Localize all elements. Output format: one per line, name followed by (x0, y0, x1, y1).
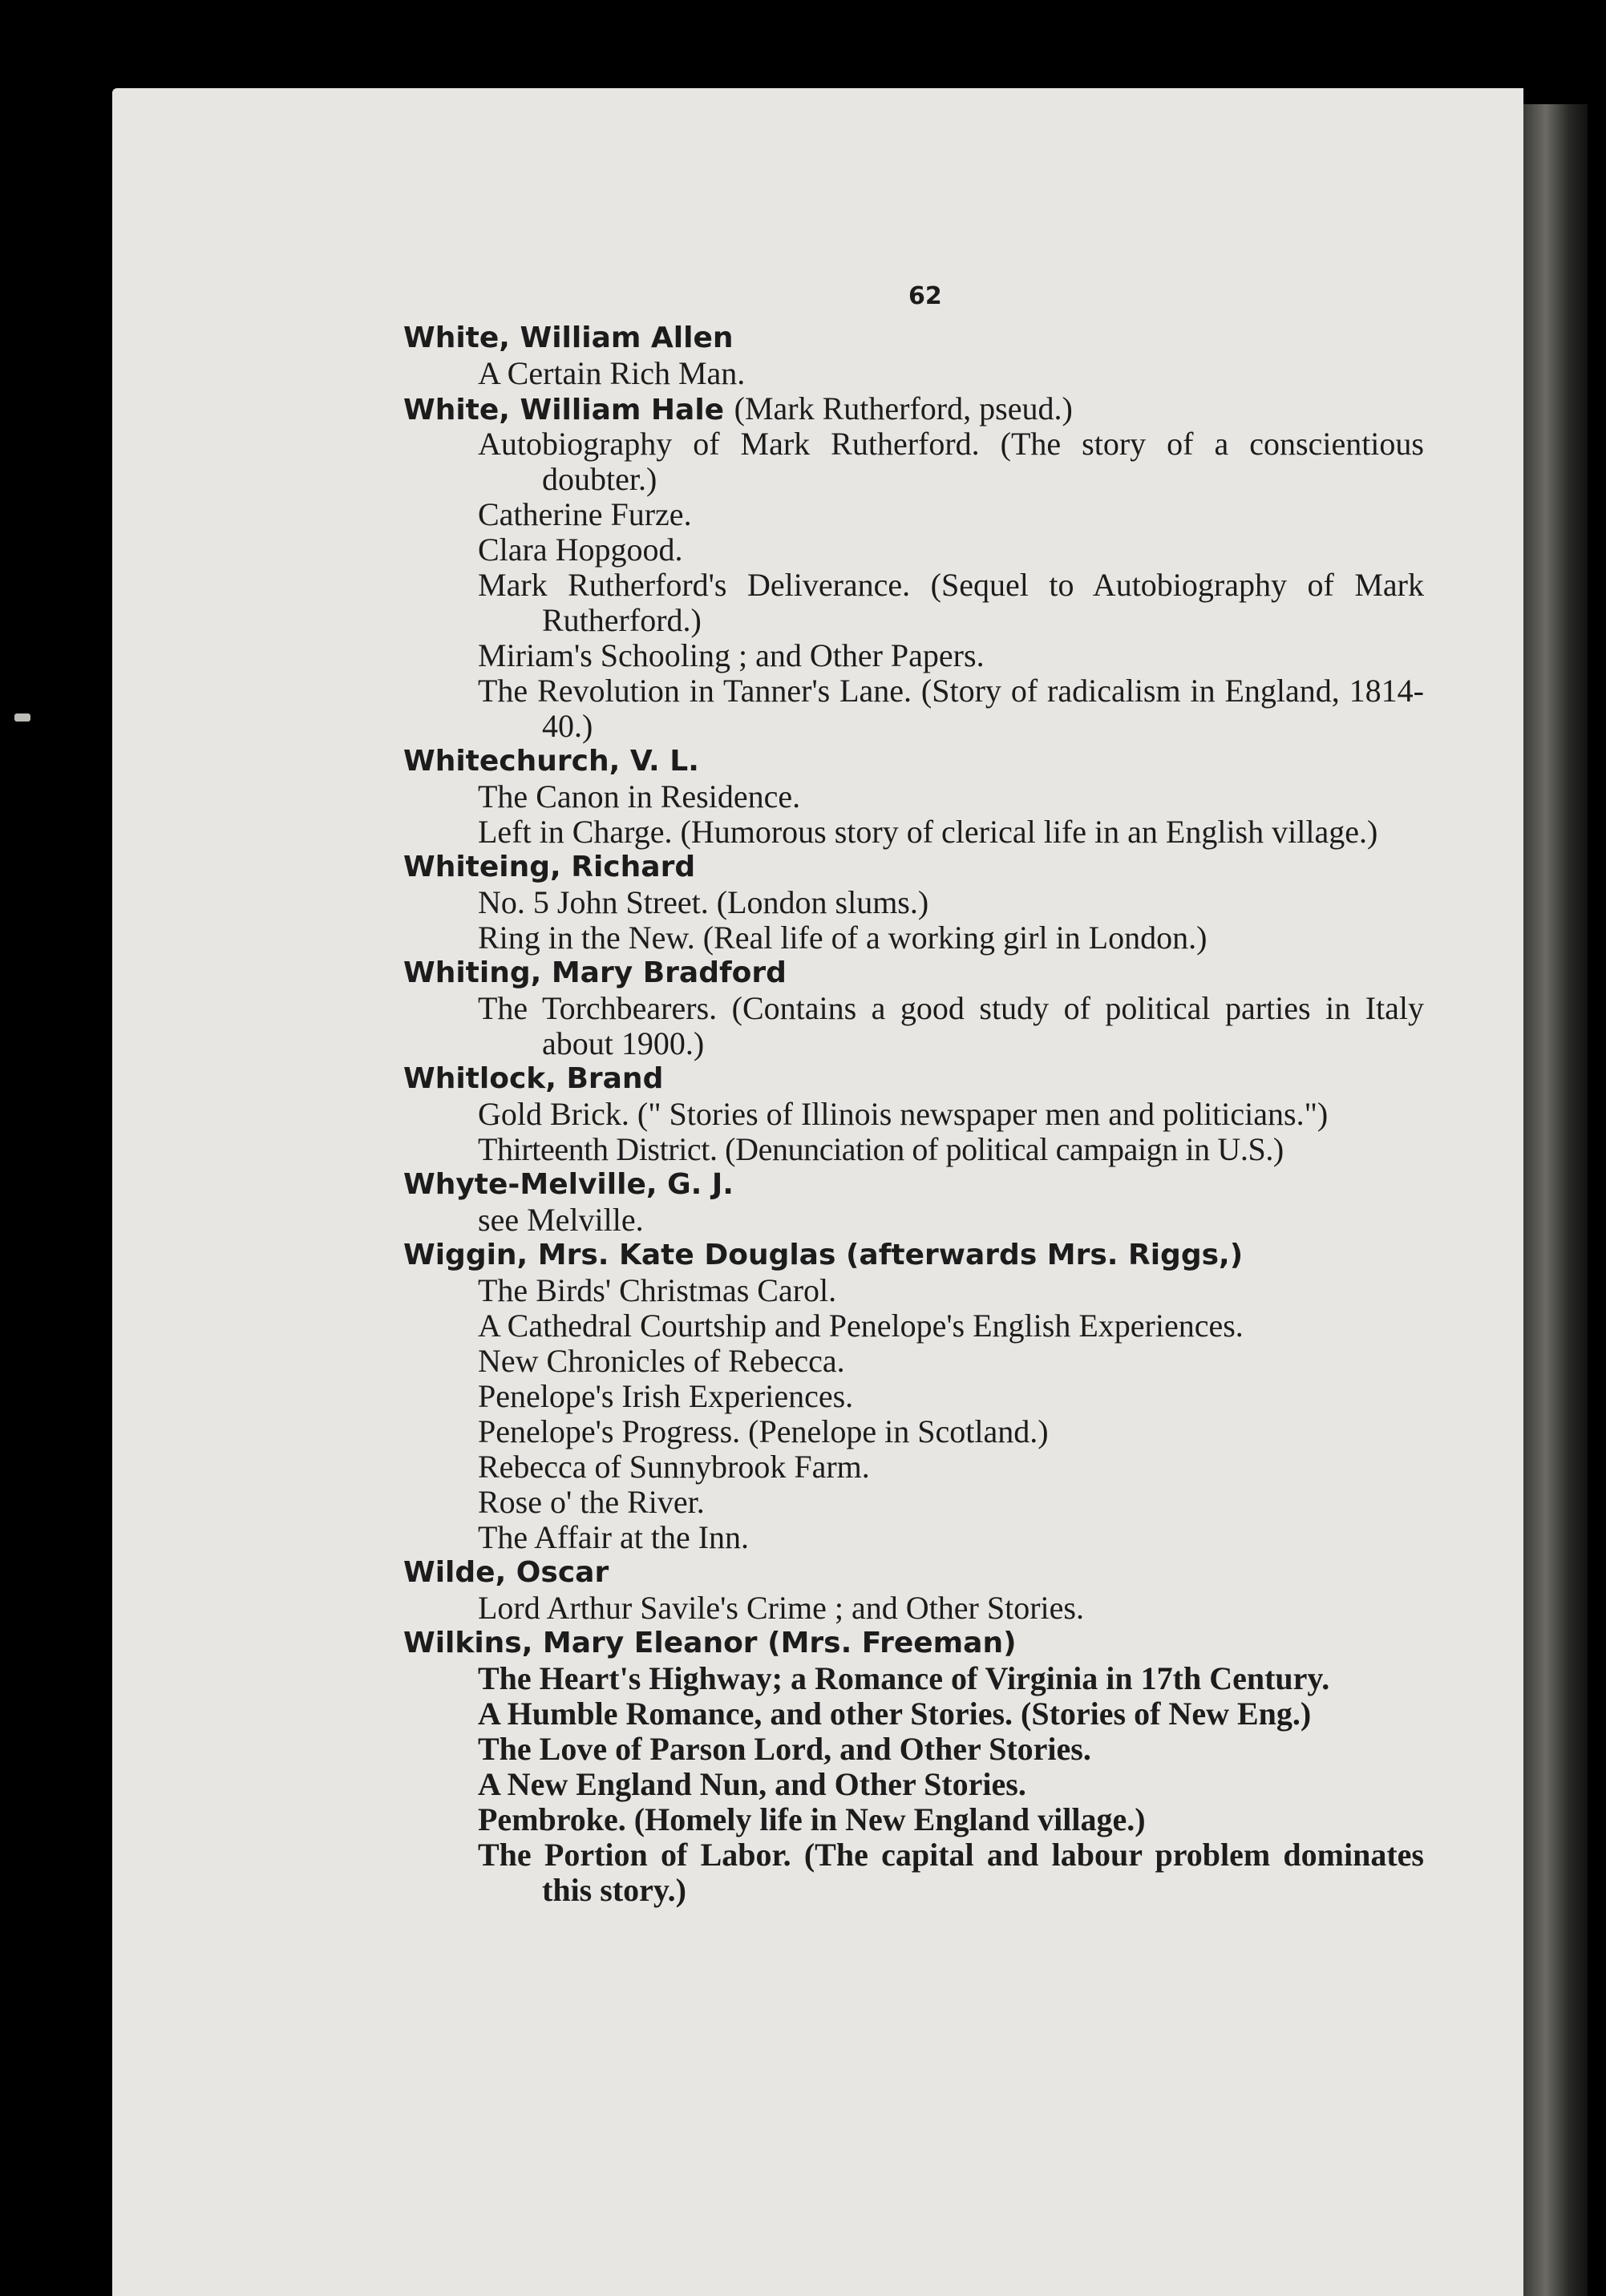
bibliography-list (403, 321, 1446, 1908)
book-title: A Humble Romance, and other Stories. (Stories of New Eng.) (478, 1696, 1312, 1732)
book-title: Lord Arthur Savile's Crime ; and Other Stories. (478, 1590, 1084, 1626)
book-title: Mark Rutherford's Deliverance. (Sequel to Autobiography of Mark Rutherford.) (478, 567, 1424, 638)
author-heading (403, 1626, 1446, 1661)
author-name: Wilde, Oscar (403, 1556, 609, 1589)
book-title: A New England Nun, and Other Stories. (478, 1766, 1026, 1802)
book-title: Autobiography of Mark Rutherford. (The story of a conscientious doubter.) (478, 426, 1424, 497)
author-note: (Mark Rutherford, pseud.) (734, 390, 1073, 426)
book-title: Left in Charge. (Humorous story of clerical life in an English village.) (478, 814, 1378, 850)
author-name: Wiggin, Mrs. Kate Douglas (403, 1239, 836, 1271)
author-heading (403, 321, 1446, 356)
author-heading (403, 1555, 1446, 1591)
book-title: Rose o' the River. (478, 1484, 705, 1520)
book-title: The Heart's Highway; a Romance of Virginia in 17th Century. (478, 1660, 1330, 1696)
book-title: Clara Hopgood. (478, 532, 683, 568)
book-title: No. 5 John Street. (London slums.) (478, 884, 929, 920)
book-title: The Birds' Christmas Carol. (478, 1272, 837, 1308)
author-heading (403, 1167, 1446, 1203)
book-title: A Cathedral Courtship and Penelope's English Experiences. (478, 1308, 1244, 1344)
book-title: The Love of Parson Lord, and Other Stories. (478, 1731, 1091, 1767)
book-title: Gold Brick. (" Stories of Illinois newspaper men and politicians.") (478, 1096, 1329, 1132)
author-note: (Mrs. Freeman) (767, 1627, 1017, 1659)
author-heading (403, 956, 1446, 991)
scan-border (1588, 88, 1606, 2296)
book-title: The Affair at the Inn. (478, 1519, 750, 1555)
author-note: (afterwards Mrs. Riggs,) (845, 1239, 1244, 1271)
author-heading (403, 850, 1446, 885)
book-title: The Torchbearers. (Contains a good study of political parties in Italy about 1900.) (478, 990, 1424, 1061)
book-title: Catherine Furze. (478, 496, 692, 532)
author-heading (403, 391, 1446, 426)
book-title: Miriam's Schooling ; and Other Papers. (478, 637, 985, 673)
book-title: Penelope's Irish Experiences. (478, 1378, 854, 1414)
author-name: Whiting, Mary Bradford (403, 956, 787, 989)
book-title: Ring in the New. (Real life of a working girl in London.) (478, 920, 1208, 956)
book-spine (1523, 104, 1588, 2296)
author-name: Wilkins, Mary Eleanor (403, 1627, 758, 1659)
page-number: 62 (908, 282, 942, 310)
book-title: New Chronicles of Rebecca. (478, 1343, 845, 1379)
book-title: The Canon in Residence. (478, 778, 801, 815)
book-title: see Melville. (478, 1202, 644, 1238)
author-name: White, William Hale (403, 394, 725, 426)
book-title: The Portion of Labor. (The capital and labour problem dominates this story.) (478, 1837, 1424, 1908)
author-heading (403, 1238, 1446, 1273)
book-title: Rebecca of Sunnybrook Farm. (478, 1449, 870, 1485)
book-title: The Revolution in Tanner's Lane. (Story of radicalism in England, 1814-40.) (478, 673, 1424, 744)
author-name: Whitlock, Brand (403, 1062, 664, 1095)
book-title: A Certain Rich Man. (478, 355, 746, 391)
author-name: Whiteing, Richard (403, 851, 696, 883)
author-name: White, William Allen (403, 321, 734, 354)
author-name: Whyte-Melville, G. J. (403, 1168, 734, 1201)
author-heading (403, 744, 1446, 779)
author-heading (403, 1061, 1446, 1097)
book-title: Pembroke. (Homely life in New England village.) (478, 1801, 1146, 1837)
author-name: Whitechurch, V. L. (403, 745, 699, 778)
book-title: Thirteenth District. (Denunciation of political campaign in U.S.) (478, 1131, 1284, 1167)
book-title: Penelope's Progress. (Penelope in Scotland.) (478, 1413, 1049, 1449)
scan-smudge (14, 713, 30, 722)
